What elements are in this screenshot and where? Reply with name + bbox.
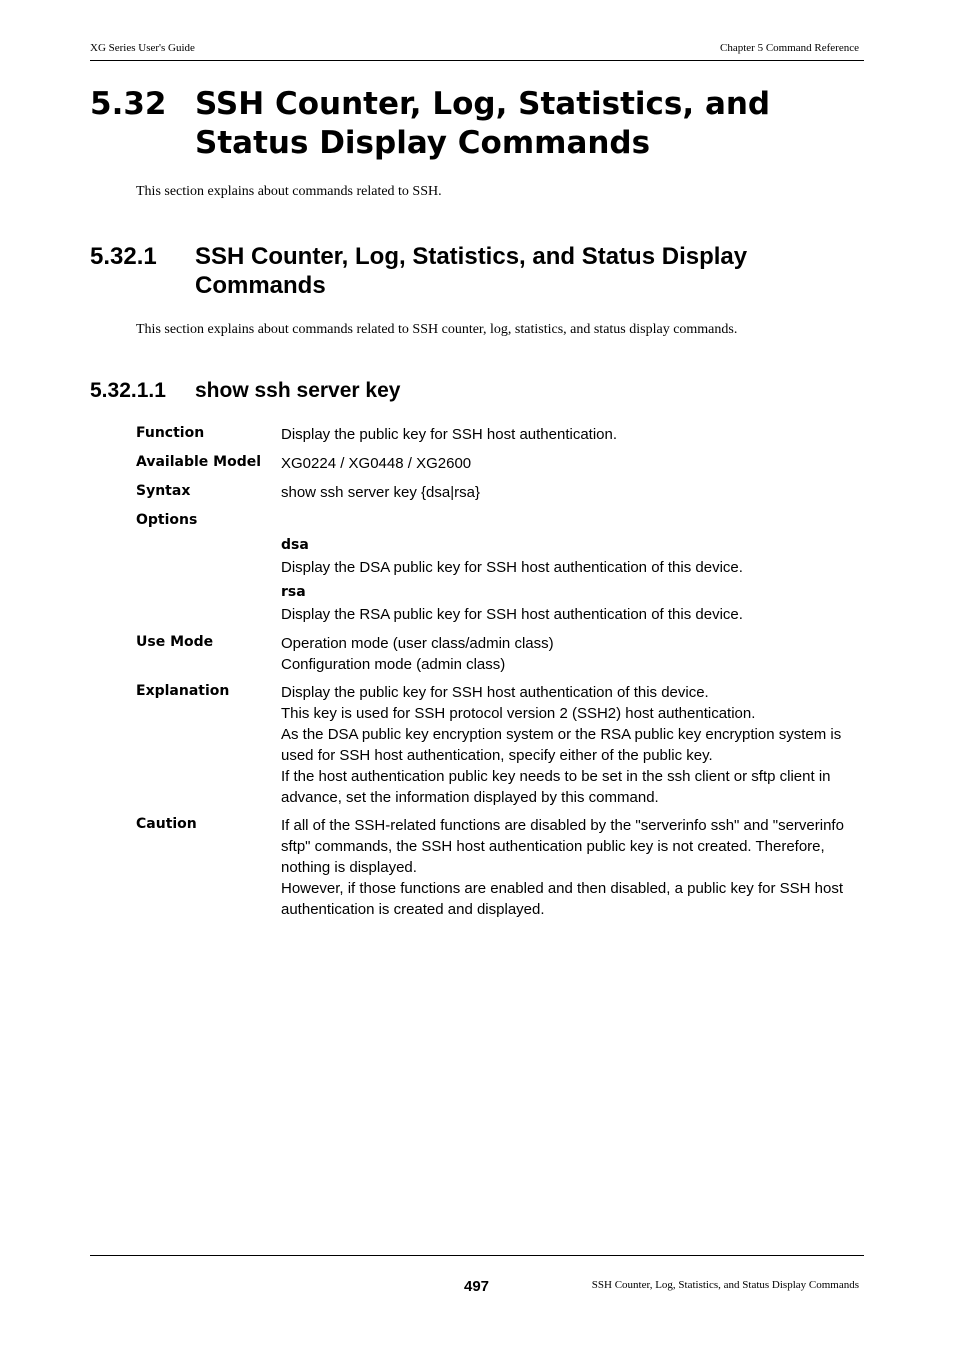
subsection-intro: This section explains about commands related to SSH counter, log, statistics, and status display commands. xyxy=(136,322,738,337)
syntax-label: Syntax xyxy=(136,483,191,499)
explanation-line: As the DSA public key encryption system or the RSA public key encryption system is xyxy=(281,726,842,743)
syntax-value: show ssh server key {dsa|rsa} xyxy=(281,484,480,501)
section-title-line2: Status Display Commands xyxy=(195,125,651,161)
available-model-label: Available Model xyxy=(136,454,262,470)
section-number: 5.32 xyxy=(90,86,167,122)
running-header-right: Chapter 5 Command Reference xyxy=(720,42,859,54)
subsection-title-line1: SSH Counter, Log, Statistics, and Status Display xyxy=(195,243,748,270)
use-mode-line: Configuration mode (admin class) xyxy=(281,656,506,673)
explanation-line: advance, set the information displayed by this command. xyxy=(281,789,659,806)
command-number: 5.32.1.1 xyxy=(90,379,166,402)
caution-line: authentication is created and displayed. xyxy=(281,901,545,918)
explanation-line: If the host authentication public key needs to be set in the ssh client or sftp client in xyxy=(281,768,831,785)
option-name-rsa: rsa xyxy=(281,584,306,600)
option-desc-dsa: Display the DSA public key for SSH host authentication of this device. xyxy=(281,559,743,576)
footer-section-name: SSH Counter, Log, Statistics, and Status Display Commands xyxy=(591,1279,859,1291)
footer-rule xyxy=(90,1255,864,1256)
explanation-line: This key is used for SSH protocol version 2 (SSH2) host authentication. xyxy=(281,705,756,722)
explanation-line: Display the public key for SSH host authentication of this device. xyxy=(281,684,709,701)
caution-label: Caution xyxy=(136,816,197,832)
header-rule xyxy=(90,60,864,61)
function-value: Display the public key for SSH host authentication. xyxy=(281,426,618,443)
option-name-dsa: dsa xyxy=(281,537,309,553)
explanation-line: used for SSH host authentication, specify either of the public key. xyxy=(281,747,713,764)
section-intro: This section explains about commands related to SSH. xyxy=(136,184,442,199)
option-desc-rsa: Display the RSA public key for SSH host authentication of this device. xyxy=(281,606,743,623)
subsection-title-line2: Commands xyxy=(195,272,326,299)
use-mode-label: Use Mode xyxy=(136,634,214,650)
use-mode-line: Operation mode (user class/admin class) xyxy=(281,635,554,652)
running-header-left: XG Series User's Guide xyxy=(90,42,195,54)
subsection-number: 5.32.1 xyxy=(90,243,157,270)
available-model-value: XG0224 / XG0448 / XG2600 xyxy=(281,455,472,472)
caution-line: sftp" commands, the SSH host authentication public key is not created. Therefore, xyxy=(281,838,825,855)
command-title: show ssh server key xyxy=(195,379,401,402)
explanation-label: Explanation xyxy=(136,683,230,699)
page-number: 497 xyxy=(464,1278,490,1295)
caution-line: If all of the SSH-related functions are disabled by the "serverinfo ssh" and "serverinfo xyxy=(281,817,844,834)
options-label: Options xyxy=(136,512,198,528)
caution-line: nothing is displayed. xyxy=(281,859,417,876)
function-label: Function xyxy=(136,425,205,441)
caution-line: However, if those functions are enabled and then disabled, a public key for SSH host xyxy=(281,880,844,897)
section-title-line1: SSH Counter, Log, Statistics, and xyxy=(195,86,771,122)
